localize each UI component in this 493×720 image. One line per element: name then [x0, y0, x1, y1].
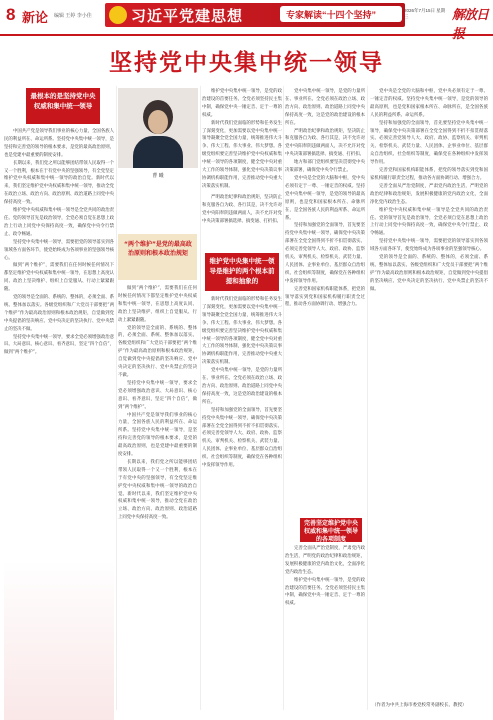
paragraph: 坚持党中央集中统一领导，要求全党必须增强政治意识、大局意识、核心意识、看齐意识，坚定“四个自信”，做到“两个维护”。	[118, 380, 197, 410]
paragraph: 坚持和加强党的全面领导，首先要坚持党中央集中统一领导，确保党中央决策部署在全党全国得到不折不扣贯彻落实。必须完善党领导人大、政府、政协、监察机关、审判机关、检察机关、武装力量、人民团体、企事业单位、基层群众自治组织、社会组织等制度，确保党在各种组织中发挥领导作用。	[285, 223, 365, 284]
masthead-logo: 解放日报	[452, 8, 489, 42]
paragraph: 坚持和加强党的全面领导，首先要坚持党中央集中统一领导，确保党中央决策部署在全党全国得到不折不扣贯彻落实。必须完善党领导人大、政府、政协、监察机关、审判机关、检察机关、武装力量、人民团体、企事业单位、基层群众自治组织、社会组织等制度，确保党在各种组织中发挥领导作用。	[370, 120, 488, 166]
banner-pill-text: 专家解读“十四个坚持”	[286, 10, 377, 20]
page-number: 8	[6, 5, 16, 24]
paragraph: 党的领导是全面的、系统的、整体的，必须全面、系统、整体加以落实。各级党组织和广大党员干部要把“两个维护”作为最高政治原则和根本政治规矩，自觉做到党中央提倡的坚决响应、党中央决定的坚决执行、党中央禁止的坚决不做。	[118, 325, 197, 378]
paragraph: 新时代我们党面临的形势和任务发生了深刻变化，更加需要以党中央集中统一领导凝聚全党全国力量，统筹推进伟大斗争、伟大工程、伟大事业、伟大梦想。各级党组织要完善坚决维护党中央权威和集中统一领导的各项制度，健全党中央对重大工作的领导体制，强化党中央决策议事协调机构职能作用，完善推动党中央重大决策落实机制。	[202, 120, 282, 188]
paragraph: 坚持和加强党的全面领导，首先要坚持党中央集中统一领导，确保党中央决策部署在全党全国得到不折不扣贯彻落实。必须完善党领导人大、政府、政协、监察机关、审判机关、检察机关、武装力量、人民团体、企事业单位、基层群众自治组织、社会组织等制度，确保党在各种组织中发挥领导作用。	[202, 407, 282, 469]
paragraph: 做到“两个维护”，需要我们在任何时候任何情况下都坚定维护党中央权威和集中统一领导，在思想上高度认同、政治上坚决维护、组织上自觉服从、行动上紧紧跟随。	[118, 286, 197, 323]
paragraph: 维护党中央权威和集中统一领导是全党共同的政治责任。党的领导首先是政治领导，全党必须自觉在思想上政治上行动上同党中央保持高度一致，确保党中央令行禁止、政令畅通。	[4, 208, 114, 237]
paragraph: 维护党中央集中统一领导，是党的政治建设的首要任务。全党必须坚持民主集中制，确保党中央一锤定音、定于一尊的权威。	[202, 89, 282, 118]
article-column-3-top	[202, 88, 282, 188]
paragraph: 党中央集中统一领导，是党的力量所在、事业所在。全党必须在政治立场、政治方向、政治原则、政治道路上同党中央保持高度一致，这是党的政治建设的根本所在。	[202, 368, 282, 405]
author-photo-face	[148, 110, 168, 134]
party-emblem-icon	[109, 6, 127, 24]
column-rule	[283, 86, 284, 710]
paragraph: 严明政治纪律和政治规矩，坚决防止和克服各自为政、各行其是，决不允许对党中央阳奉阴违做两面人，决不允许对党中央决策部署搞选择、搞变通、打折扣。	[202, 195, 282, 224]
paragraph: 坚持党中央集中统一领导，要求全党必须增强政治意识、大局意识、核心意识、看齐意识，坚定“四个自信”，做到“两个维护”。	[4, 334, 114, 356]
article-column-4	[285, 88, 365, 518]
paragraph: 新时代我们党面临的形势和任务发生了深刻变化，更加需要以党中央集中统一领导凝聚全党全国力量，统筹推进伟大斗争、伟大工程、伟大事业、伟大梦想。各级党组织要完善坚决维护党中央权威和集中统一领导的各项制度，健全党中央对重大工作的领导体制，强化党中央决策议事协调机构职能作用，完善推动党中央重大决策落实机制。	[202, 297, 282, 366]
article-column-3-mid	[202, 194, 282, 252]
paragraph: 长期以来，我们党之所以能够团结带领人民取得一个又一个胜利，根本在于有党中央的坚强领导，有全党坚定维护党中央权威和集中统一领导的政治自觉。新时代以来，我们坚定维护党中央权威和集中统一领导，推动全党在政治立场、政治方向、政治原则、政治道路上同党中央保持高度一致。	[4, 160, 114, 206]
paragraph: 严明政治纪律和政治规矩，坚决防止和克服各自为政、各行其是，决不允许对党中央阳奉阴违做两面人，决不允许对党中央决策部署搞选择、搞变通、打折扣。	[285, 128, 365, 158]
column-banner-title: 习近平党建思想	[131, 7, 244, 25]
paragraph: 中国共产党是领导我们事业的核心力量，全国各族人民的利益所在、命运所系。坚持党中央集中统一领导，是坚持和完善党的领导的根本要求，是党的最高政治原则，也是党建中最重要的制度安排。	[4, 129, 114, 158]
section-title: 新论	[22, 10, 49, 25]
subhead-1: 最根本的是坚持党中央权威和集中统一领导	[26, 88, 100, 124]
author-photo-suit	[133, 136, 183, 168]
column-rule	[200, 86, 201, 710]
issue-date: 2026年7月15日 星期三	[404, 8, 446, 19]
paragraph: 维护党中央权威和集中统一领导是全党共同的政治责任。党的领导首先是政治领导，全党必须自觉在思想上政治上行动上同党中央保持高度一致，确保党中央令行禁止、政令畅通。	[370, 207, 488, 237]
paragraph: 完善全面从严治党制度，严肃党内政治生活，严明党的政治纪律和政治规矩，发展积极健康的党内政治文化，全面净化党内政治生态。	[370, 183, 488, 205]
column-rule	[367, 86, 368, 710]
paragraph: 坚持党中央集中统一领导，需要把党的领导落实到各领域各方面各环节，使党始终成为各项事业的坚强领导核心。	[4, 239, 114, 261]
editors-line: 编辑 王婷 李小佳	[54, 13, 92, 19]
paragraph: 地方和部门党组织要坚决贯彻党中央决策部署，确保党中央令行禁止。	[285, 160, 365, 174]
paragraph: 党的领导是全面的、系统的、整体的，必须全面、系统、整体加以落实。各级党组织和广大党员干部要把“两个维护”作为最高政治原则和根本政治规矩，自觉做到党中央提倡的坚决响应、党中央决定的坚决执行、党中央禁止的坚决不做。	[4, 295, 114, 332]
subhead-3: 维护党中央集中统一领导是维护的两个根本前提和抽象的	[205, 253, 279, 291]
paragraph: 党中央是全党的大脑和中枢，党中央必须有定于一尊、一锤定音的权威。坚持党中央集中统一领导，是党的领导的最高原则，也是党和国家根本所在、命脉所在，是全国各族人民的利益所系、命运所系。	[370, 89, 488, 118]
paragraph: 完善党和国家机构职能体系，把党的领导落实到党和国家机构履行职责全过程，推动各方面协调行动、增强合力。	[285, 286, 365, 308]
author-byline: 曹 曦	[152, 173, 164, 179]
paragraph: 中国共产党是领导我们事业的核心力量，全国各族人民的利益所在、命运所系。坚持党中央集中统一领导，是坚持和完善党的领导的根本要求，是党的最高政治原则，也是党建中最重要的制度安排。	[118, 412, 197, 458]
paragraph: 维护党中央集中统一领导，是党的政治建设的首要任务。全党必须坚持民主集中制，确保党中央一锤定音、定于一尊的权威。	[285, 577, 365, 607]
paragraph: 长期以来，我们党之所以能够团结带领人民取得一个又一个胜利，根本在于有党中央的坚强领导，有全党坚定维护党中央权威和集中统一领导的政治自觉。新时代以来，我们坚定维护党中央权威和集中统一领导，推动全党在政治立场、政治方向、政治原则、政治道路上同党中央保持高度一致。	[118, 459, 197, 521]
author-note: （作者为中共上海市委党校常务副校长、教授）	[372, 702, 467, 707]
paragraph: 党中央集中统一领导，是党的力量所在、事业所在。全党必须在政治立场、政治方向、政治原则、政治道路上同党中央保持高度一致，这是党的政治建设的根本所在。	[285, 89, 365, 126]
paragraph: 坚持党中央集中统一领导，需要把党的领导落实到各领域各方面各环节，使党始终成为各项事业的坚强领导核心。	[370, 239, 488, 253]
subhead-4: 完善坚定维护党中央权威和集中统一领导的各项制度	[300, 518, 362, 542]
paragraph: 完善全面从严治党制度，严肃党内政治生活，严明党的政治纪律和政治规矩，发展积极健康的党内政治文化，全面净化党内政治生态。	[285, 546, 365, 575]
article-column-4-bottom	[285, 545, 365, 710]
article-column-2	[118, 285, 197, 710]
article-column-5	[370, 88, 488, 710]
pull-quote-text: “两个维护”是党的最高政治原则和根本政治规矩	[124, 241, 192, 257]
paragraph: 党的领导是全面的、系统的、整体的，必须全面、系统、整体加以落实。各级党组织和广大党员干部要把“两个维护”作为最高政治原则和根本政治规矩，自觉做到党中央提倡的坚决响应、党中央决定的坚决执行、党中央禁止的坚决不做。	[370, 255, 488, 292]
article-title: 坚持党中央集中统一领导	[109, 50, 384, 76]
paragraph: 做到“两个维护”，需要我们在任何时候任何情况下都坚定维护党中央权威和集中统一领导，在思想上高度认同、政治上坚决维护、组织上自觉服从、行动上紧紧跟随。	[4, 263, 114, 293]
column-rule	[116, 86, 117, 710]
paragraph: 完善党和国家机构职能体系，把党的领导落实到党和国家机构履行职责全过程，推动各方面协调行动、增强合力。	[370, 168, 488, 181]
decorative-great-wall-graphic	[4, 560, 114, 720]
paragraph: 党中央是全党的大脑和中枢，党中央必须有定于一尊、一锤定音的权威。坚持党中央集中统一领导，是党的领导的最高原则，也是党和国家根本所在、命脉所在，是全国各族人民的利益所系、命运所系。	[285, 175, 365, 221]
article-column-3-bottom	[202, 296, 282, 710]
